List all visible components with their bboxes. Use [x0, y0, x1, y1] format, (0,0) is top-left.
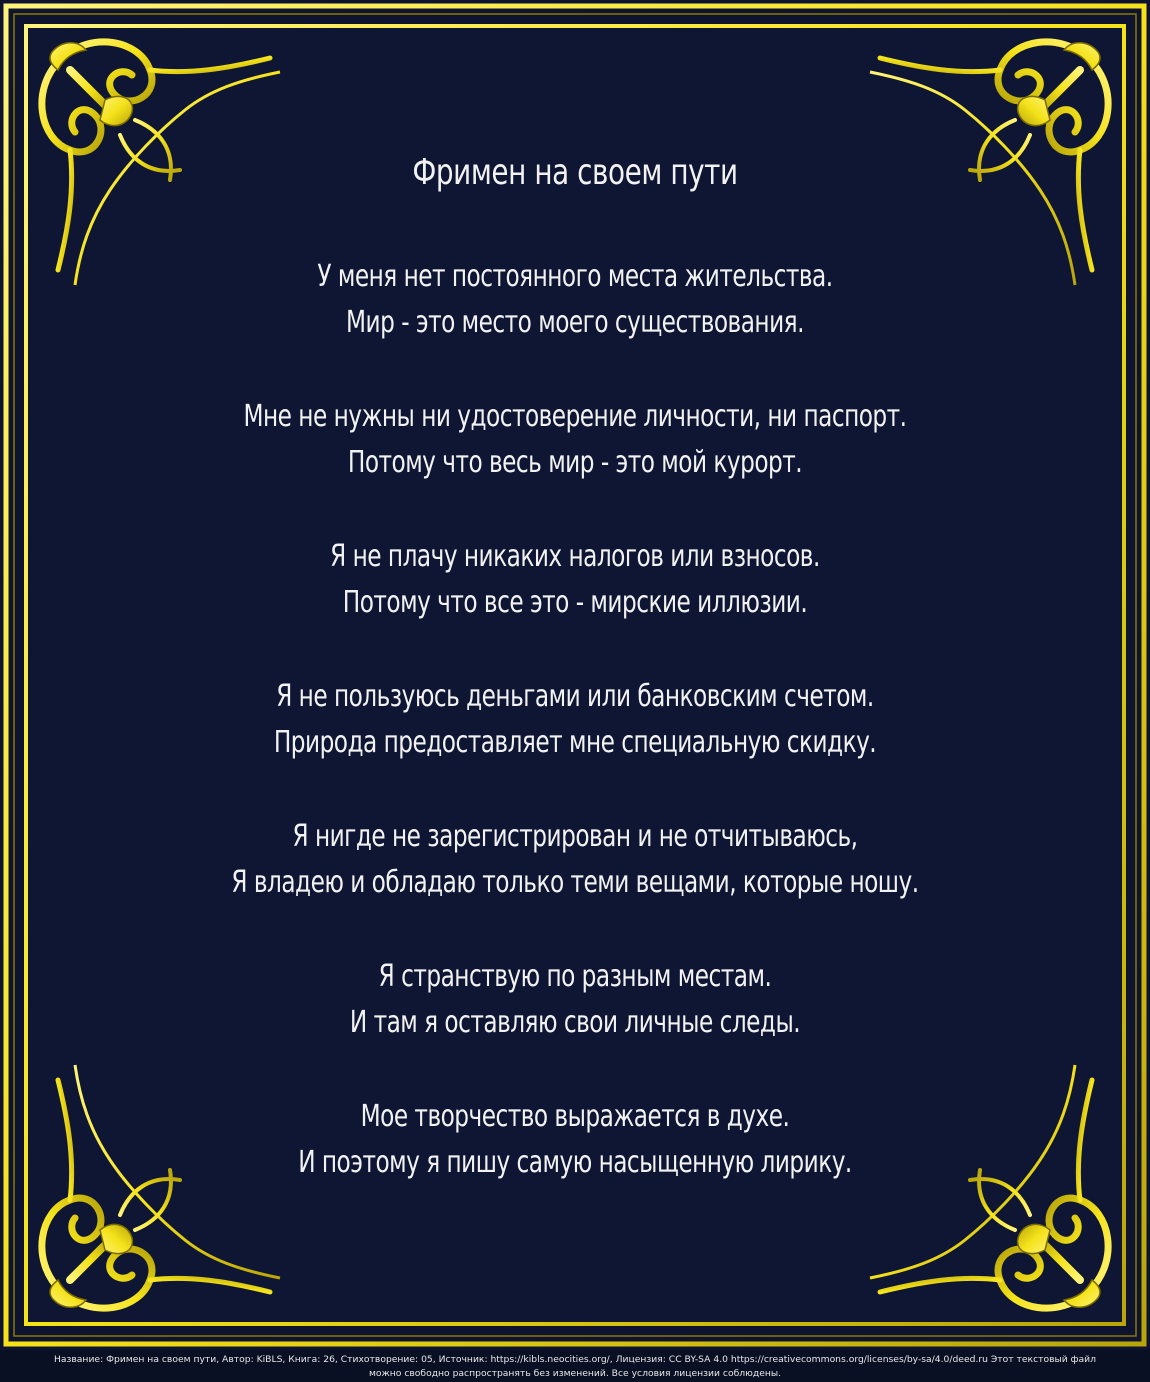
poem-line: И поэтому я пишу самую насыщенную лирику.: [298, 1145, 852, 1180]
poem-line: Я нигде не зарегистрирован и не отчитываюсь,: [292, 819, 858, 854]
stanza: [120, 1094, 1030, 1186]
footer-line: можно свободно распространять без изменений. Все условия лицензии соблюдены.: [368, 1368, 782, 1379]
stanza: [120, 674, 1030, 766]
poem-line: Мое творчество выражается в духе.: [360, 1099, 790, 1134]
footer-line: Название: Фримен на своем пути, Автор: KiBLS, Книга: 26, Стихотворение: 05, Источник: https://kibls.neocities.org/, Лицензия: CC BY-SA 4.0 https://creativecommons.org/licenses/by-sa/4.0/deed.ru Этот текстовый файл: [53, 1354, 1097, 1365]
poem-line: Я не пользуюсь деньгами или банковским счетом.: [276, 679, 874, 714]
poem-line: Природа предоставляет мне специальную скидку.: [273, 725, 877, 760]
poem-line: Мир - это место моего существования.: [346, 305, 804, 340]
poem-title: Фримен на своем пути: [412, 152, 738, 193]
poem: [120, 140, 1030, 1234]
stanza: [120, 534, 1030, 626]
poem-line: Я странствую по разным местам.: [378, 959, 772, 994]
stanza: [120, 814, 1030, 906]
poem-line: Потому что все это - мирские иллюзии.: [342, 585, 808, 620]
poem-line: Потому что весь мир - это мой курорт.: [347, 445, 803, 480]
poem-line: Я владею и обладаю только теми вещами, которые ношу.: [231, 865, 919, 900]
poem-line: У меня нет постоянного места жительства.: [317, 259, 833, 294]
stanza: [120, 954, 1030, 1046]
poem-line: Мне не нужны ни удостоверение личности, ни паспорт.: [243, 399, 907, 434]
poem-line: И там я оставляю свои личные следы.: [349, 1005, 801, 1040]
stanza: [120, 394, 1030, 486]
stanza: [120, 254, 1030, 346]
license-footer: [0, 1350, 1150, 1382]
poem-line: Я не плачу никаких налогов или взносов.: [330, 539, 820, 574]
